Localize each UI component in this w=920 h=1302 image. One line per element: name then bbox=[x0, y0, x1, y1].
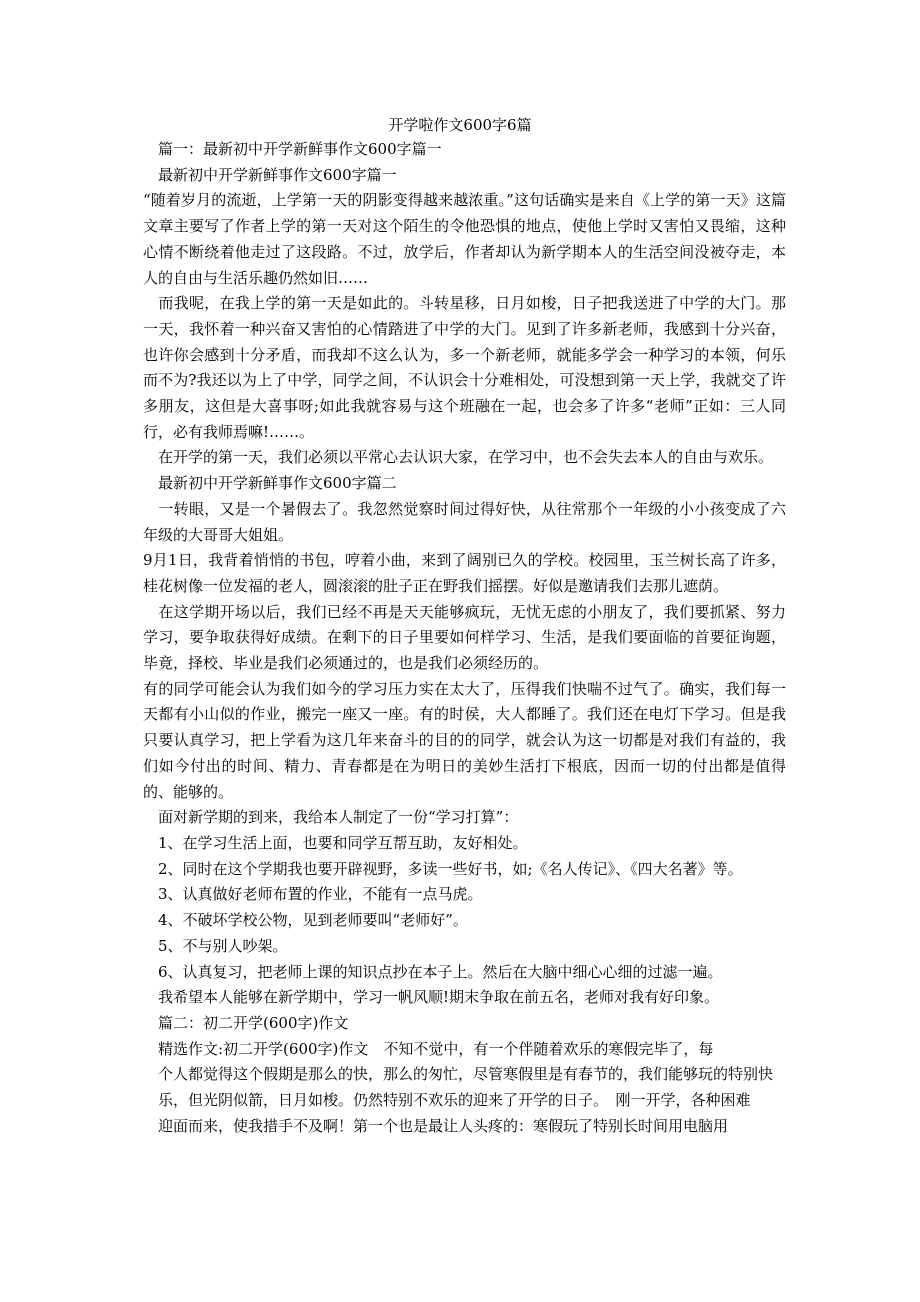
paragraph: 有的同学可能会认为我们如今的学习压力实在太大了，压得我们快喘不过气了。确实，我们每一天都有小山似的作业，搬完一座又一座。有的时侯，大人都睡了。我们还在电灯下学习。但是我只要认真学习，把上学看为这几年来奋斗的目的的同学，就会认为这一切都是对我们有益的，我们如今付出的时间、精力、青春都是在为明日的美妙生活打下根底，因而一切的付出都是值得的、能够的。 bbox=[143, 679, 786, 801]
paragraph: 篇二：初二开学(600字)作文 bbox=[143, 1013, 349, 1032]
paragraph: 迎面而来，使我措手不及啊！第一个也是最让人头疼的：寒假玩了特别长时间用电脑用 bbox=[143, 1116, 729, 1135]
paragraph: 在开学的第一天，我们必须以平常心去认识大家，在学习中，也不会失去本人的自由与欢乐。 bbox=[143, 448, 774, 467]
list-item: 6、认真复习，把老师上课的知识点抄在本子上。然后在大脑中细心心细的过滤一遍。 bbox=[143, 962, 723, 981]
paragraph: 在这学期开场以后，我们已经不再是天天能够疯玩，无忧无虑的小朋友了，我们要抓紧、努力学习，要争取获得好成绩。在剩下的日子里要如何样学习、生活，是我们要面临的首要征询题，毕竟，择校、毕业是我们必须通过的，也是我们必须经历的。 bbox=[143, 602, 786, 673]
paragraph: 乐，但光阴似箭，日月如梭。仍然特别不欢乐的迎来了开学的日子。 刚一开学，各种困难 bbox=[143, 1091, 751, 1110]
document-body bbox=[143, 137, 786, 1139]
paragraph: 最新初中开学新鲜事作文600字篇一 bbox=[143, 165, 397, 184]
list-item: 5、不与别人吵架。 bbox=[143, 936, 288, 955]
list-item: 1、在学习生活上面，也要和同学互帮互助，友好相处。 bbox=[143, 833, 528, 852]
paragraph: 而我呢，在我上学的第一天是如此的。斗转星移，日月如梭，日子把我送进了中学的大门。那一天，我怀着一种兴奋又害怕的心情踏进了中学的大门。见到了许多新老师，我感到十分兴奋，也许你会感到十分矛盾，而我却不这么认为，多一个新老师，就能多学会一种学习的本领，何乐而不为?我还以为上了中学，同学之间，不认识会十分难相处，可没想到第一天上学，我就交了许多朋友，这但是大喜事呀;如此我就容易与这个班融在一起，也会多了许多“老师”正如：三人同行，必有我师焉嘛!……。 bbox=[143, 294, 786, 441]
list-item: 2、同时在这个学期我也要开辟视野，多读一些好书，如;《名人传记》、《四大名著》等。 bbox=[143, 859, 743, 878]
paragraph: 精选作文:初二开学(600字)作文 不知不觉中，有一个伴随着欢乐的寒假完毕了，每 bbox=[143, 1039, 714, 1058]
paragraph: 我希望本人能够在新学期中，学习一帆风顺!期末争取在前五名，老师对我有好印象。 bbox=[143, 988, 720, 1007]
paragraph: 9月1日，我背着悄悄的书包，哼着小曲，来到了阔别已久的学校。校园里，玉兰树长高了许多，桂花树像一位发福的老人，圆滚滚的肚子正在野我们摇摆。好似是邀请我们去那儿遮荫。 bbox=[143, 551, 786, 595]
paragraph: 一转眼，又是一个暑假去了。我忽然觉察时间过得好快，从往常那个一年级的小小孩变成了六年级的大哥哥大姐姐。 bbox=[143, 499, 786, 544]
paragraph: 面对新学期的到来，我给本人制定了一份“学习打算”： bbox=[143, 808, 519, 827]
list-item: 4、不破坏学校公物，见到老师要叫“老师好”。 bbox=[143, 911, 468, 930]
paragraph: 篇一：最新初中开学新鲜事作文600字篇一 bbox=[143, 140, 442, 158]
paragraph: 个人都觉得这个假期是那么的快，那么的匆忙，尽管寒假里是有春节的，我们能够玩的特别快 bbox=[143, 1065, 774, 1084]
paragraph: “随着岁月的流逝，上学第一天的阴影变得越来越浓重。”这句话确实是来自《上学的第一天》这篇文章主要写了作者上学的第一天对这个陌生的令他恐惧的地点，使他上学时又害怕又畏缩，这种心情不断绕着他走过了这段路。不过，放学后，作者却认为新学期本人的生活空间没被夺走，本人的自由与生活乐趣仍然如旧…… bbox=[143, 191, 786, 287]
paragraph: 最新初中开学新鲜事作文600字篇二 bbox=[143, 474, 397, 493]
list-item: 3、认真做好老师布置的作业，不能有一点马虎。 bbox=[143, 885, 483, 904]
document-title: 开学啦作文600字6篇 bbox=[388, 116, 532, 134]
